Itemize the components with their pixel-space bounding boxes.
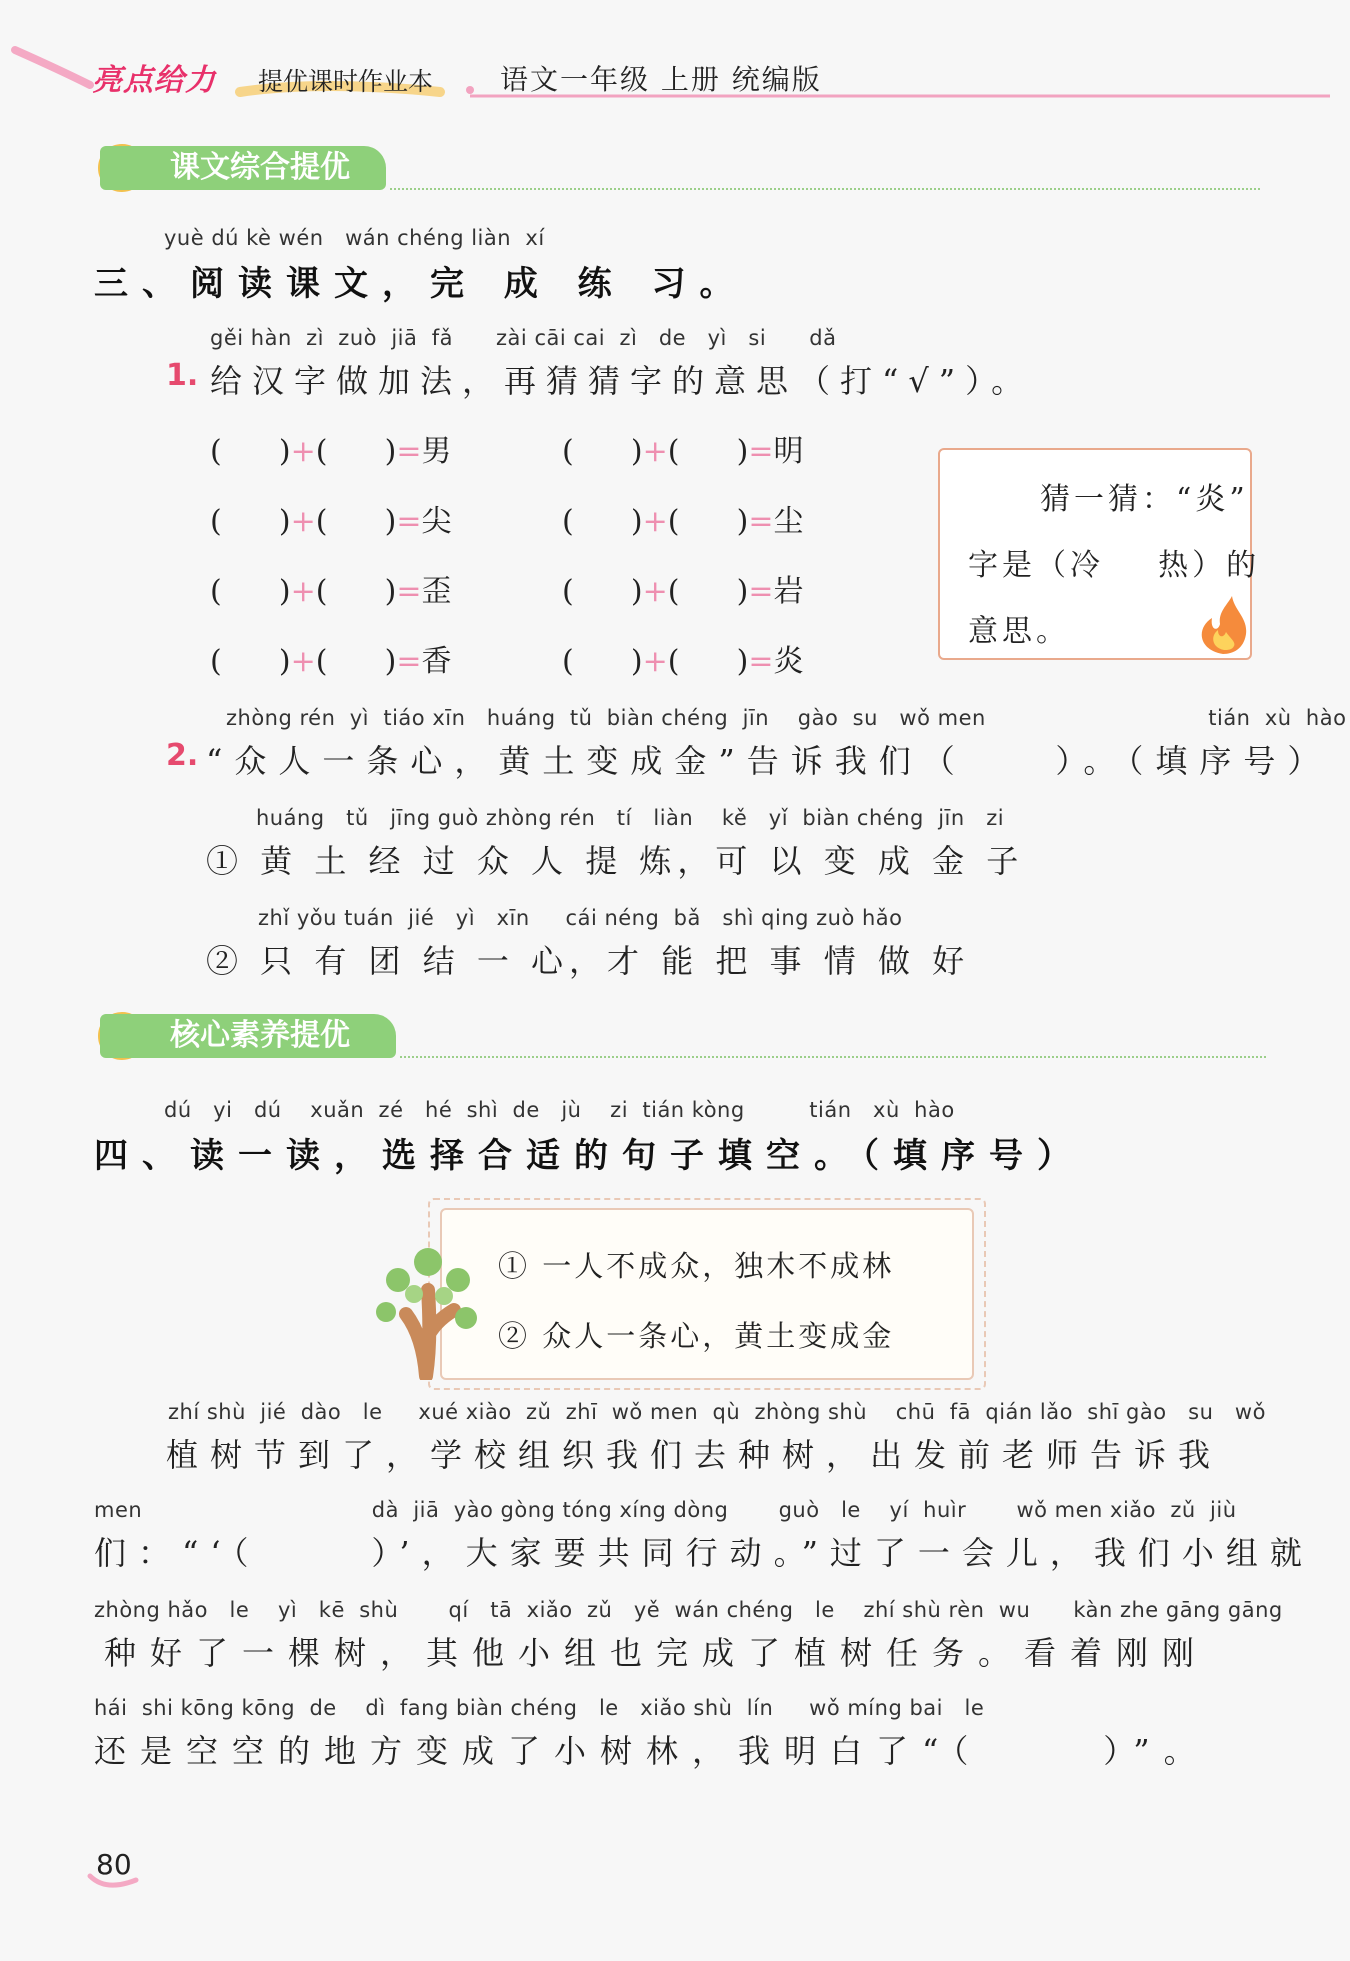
q3-2-text: “众人一条心，黄土变成金”告诉我们（ ）。（填序号） [206,742,1332,780]
equation-right: ( )+( )=明 [562,434,804,469]
q3-heading: 三、阅读课文，完 成 练 习。 [94,264,748,304]
header-subtitle: 提优课时作业本 [258,67,434,96]
q3-2-pinyin: zhòng rén yì tiáo xīn huáng tǔ biàn chéng jīn gào su wǒ men tián xù hào [226,706,1347,730]
passage-line-2-text: 们：“‘（ ）’，大家要共同行动。”过了一会儿，我们小组就 [94,1534,1314,1572]
q4-pinyin: dú yi dú xuǎn zé hé shì de jù zi tián kòng tián xù hào [164,1098,955,1122]
q4-heading: 四、读一读，选择合适的句子填空。（填序号） [94,1136,1085,1176]
passage-line-1-text: 植树节到了，学校组织我们去种树，出发前老师告诉我 [166,1436,1223,1474]
flame-icon [1188,590,1258,660]
passage-line-1-pinyin: zhí shù jié dào le xué xiào zǔ zhī wǒ men qù zhòng shù chū fā qián lǎo shī gào su wǒ [168,1400,1266,1424]
equation-left: ( )+( )=男 [210,434,452,469]
choice-box [440,1208,974,1380]
q3-2-number: 2. [166,738,199,773]
section-banner-text-review: 课文综合提优 [100,146,386,190]
header-title: 语文一年级 上册 统编版 [500,63,822,96]
result-char: 歪 [421,574,452,609]
equation-row [210,636,890,706]
addition-grid [210,426,890,706]
equation-left: ( )+( )=香 [210,644,452,679]
choice-2: ② 众人一条心，黄土变成金 [498,1319,895,1353]
equation-row [210,496,890,566]
q3-pinyin: yuè dú kè wén wán chéng liàn xí [164,226,545,250]
result-char: 尖 [421,504,452,539]
equation-right: ( )+( )=岩 [562,574,804,609]
tree-icon [368,1240,488,1380]
result-char: 炎 [773,644,804,679]
equation-right: ( )+( )=炎 [562,644,804,679]
passage-line-4-text: 还是空空的地方变成了小树林，我明白了“（ ）”。 [94,1732,1210,1770]
q3-1-pinyin: gěi hàn zì zuò jiā fǎ zài cāi cai zì de yì si dǎ [210,326,837,350]
result-char: 岩 [773,574,804,609]
guess-line-3: 意思。 [968,614,1070,649]
equation-row [210,566,890,636]
equation-row [210,426,890,496]
passage-line-3-pinyin: zhòng hǎo le yì kē shù qí tā xiǎo zǔ yě wán chéng le zhí shù rèn wu kàn zhe gāng gāng [94,1598,1283,1622]
result-char: 香 [421,644,452,679]
page-number: 80 [96,1848,132,1881]
option-2-text: ② 只 有 团 结 一 心，才 能 把 事 情 做 好 [206,942,971,980]
header-brand: 亮点给力 [92,63,216,98]
passage-line-4-pinyin: hái shi kōng kōng de dì fang biàn chéng le xiǎo shù lín wǒ míng bai le [94,1696,985,1720]
option-1-pinyin: huáng tǔ jīng guò zhòng rén tí liàn kě yǐ biàn chéng jīn zi [256,806,1005,830]
section-banner-core: 核心素养提优 [100,1014,396,1058]
q3-1-number: 1. [166,358,199,393]
guess-box [938,448,1261,660]
guess-line-1: 猜一猜：“炎” [1040,482,1249,517]
section-divider [390,188,1260,190]
passage-line-2-pinyin: men dà jiā yào gòng tóng xíng dòng guò le yí huìr wǒ men xiǎo zǔ jiù [94,1498,1237,1522]
option-1-text: ① 黄 土 经 过 众 人 提 炼，可 以 变 成 金 子 [206,842,1025,880]
choice-1: ① 一人不成众，独木不成林 [498,1249,895,1283]
equation-left: ( )+( )=尖 [210,504,452,539]
option-2-pinyin: zhǐ yǒu tuán jié yì xīn cái néng bǎ shì qing zuò hǎo [258,906,903,930]
result-char: 男 [421,434,452,469]
guess-line-2: 字是（冷 热）的 [968,548,1261,583]
passage-line-3-text: 种好了一棵树，其他小组也完成了植树任务。看着刚刚 [104,1634,1209,1672]
result-char: 明 [773,434,804,469]
equation-right: ( )+( )=尘 [562,504,804,539]
equation-left: ( )+( )=歪 [210,574,452,609]
section-divider [400,1056,1266,1058]
q3-1-text: 给汉字做加法，再猜猜字的意思（打“√”）。 [210,362,1034,400]
result-char: 尘 [773,504,804,539]
